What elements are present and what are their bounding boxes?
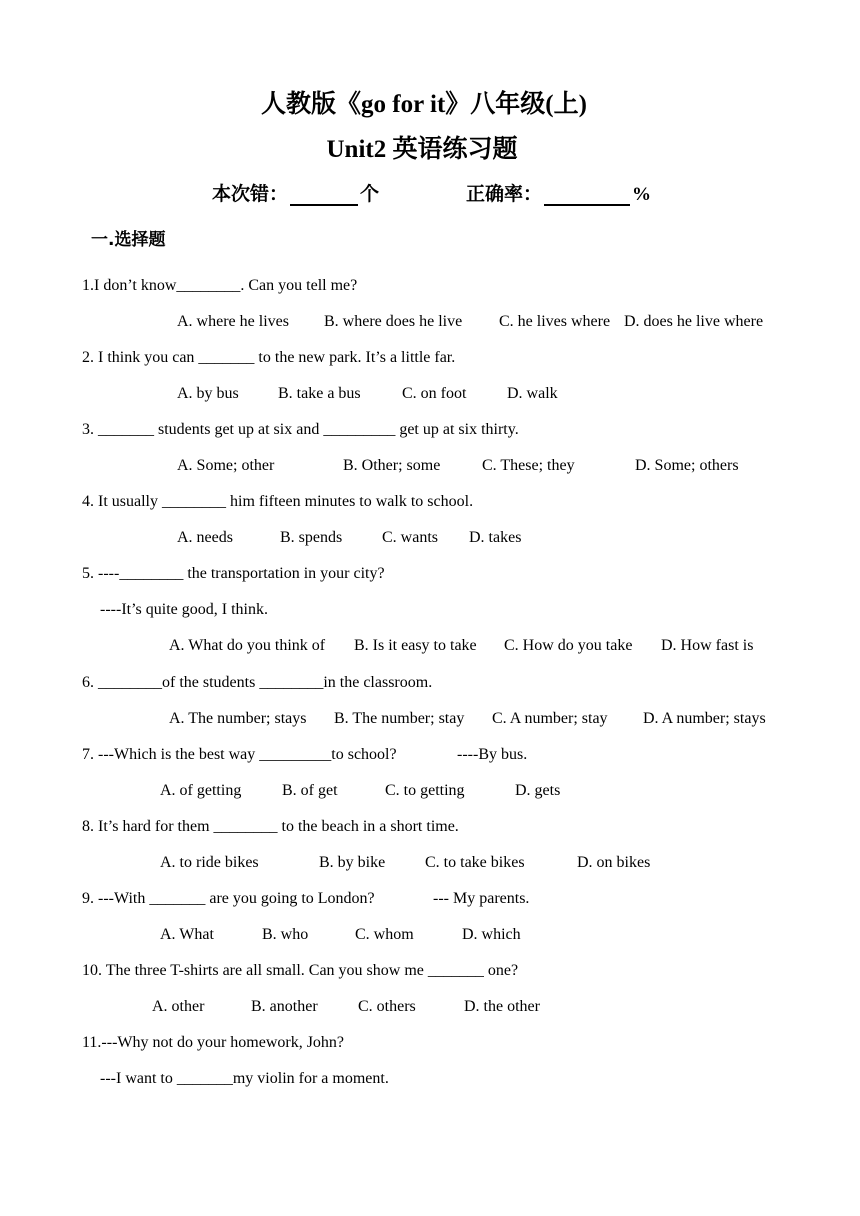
option-c: C. whom	[355, 926, 414, 943]
option-b: B. Is it easy to take	[354, 637, 477, 654]
option-b: B. Other; some	[343, 457, 441, 474]
option-a: A. What do you think of	[169, 637, 326, 654]
option-a: A. What	[160, 926, 214, 943]
option-d: D. does he live where	[624, 313, 764, 330]
errors-blank	[290, 184, 358, 206]
page-title: 人教版《go for it》八年级(上)	[261, 91, 587, 118]
accuracy-label: 正确率：	[466, 184, 543, 205]
question-stem: 9. ---With _______ are you going to London?	[82, 890, 375, 907]
option-b: B. where does he live	[324, 313, 463, 330]
option-d: D. A number; stays	[643, 710, 766, 727]
option-c: C. he lives where	[499, 313, 611, 330]
option-b: B. of get	[282, 782, 338, 799]
option-d: D. which	[462, 926, 521, 943]
question-stem: 10. The three T-shirts are all small. Can you show me _______ one?	[82, 962, 519, 979]
option-c: C. to take bikes	[425, 854, 525, 871]
errors-label: 本次错：	[212, 184, 289, 205]
question-stem: 6. ________of the students ________in the classroom.	[82, 674, 433, 691]
option-c: C. How do you take	[504, 637, 633, 654]
option-a: A. to ride bikes	[160, 854, 259, 871]
option-d: D. on bikes	[577, 854, 651, 871]
accuracy-field	[466, 182, 651, 208]
option-b: B. another	[251, 998, 318, 1015]
question-stem: 11.---Why not do your homework, John?	[82, 1034, 345, 1051]
option-d: D. How fast is	[661, 637, 754, 654]
option-d: D. Some; others	[635, 457, 739, 474]
option-d: D. the other	[464, 998, 540, 1015]
accuracy-blank	[544, 184, 630, 206]
option-c: C. A number; stay	[492, 710, 608, 727]
option-a: A. of getting	[160, 782, 242, 799]
option-b: B. spends	[280, 529, 343, 546]
option-b: B. by bike	[319, 854, 386, 871]
option-b: B. take a bus	[278, 385, 361, 402]
question-stem: 1.I don’t know________. Can you tell me?	[82, 277, 358, 294]
section-title: 一.选择题	[91, 230, 166, 250]
question-stem: 7. ---Which is the best way _________to school?	[82, 746, 397, 763]
errors-field	[212, 182, 379, 208]
errors-unit: 个	[360, 184, 380, 205]
option-d: D. walk	[507, 385, 558, 402]
question-stem: 3. _______ students get up at six and _________ get up at six thirty.	[82, 421, 519, 438]
option-a: A. The number; stays	[169, 710, 307, 727]
question-answer: ----By bus.	[457, 746, 528, 763]
score-line	[0, 182, 860, 210]
option-d: D. gets	[515, 782, 561, 799]
option-c: C. others	[358, 998, 416, 1015]
option-b: B. who	[262, 926, 309, 943]
option-b: B. The number; stay	[334, 710, 465, 727]
option-c: C. These; they	[482, 457, 575, 474]
question-stem: 5. ----________ the transportation in your city?	[82, 565, 385, 582]
question-stem: 8. It’s hard for them ________ to the beach in a short time.	[82, 818, 459, 835]
option-a: A. needs	[177, 529, 233, 546]
option-c: C. wants	[382, 529, 438, 546]
option-c: C. on foot	[402, 385, 467, 402]
option-a: A. other	[152, 998, 205, 1015]
option-a: A. where he lives	[177, 313, 289, 330]
question-reply: ----It’s quite good, I think.	[100, 601, 268, 618]
page-subtitle: Unit2 英语练习题	[326, 136, 518, 163]
option-a: A. Some; other	[177, 457, 275, 474]
option-c: C. to getting	[385, 782, 465, 799]
option-a: A. by bus	[177, 385, 239, 402]
option-d: D. takes	[469, 529, 522, 546]
question-stem: 2. I think you can _______ to the new park. It’s a little far.	[82, 349, 456, 366]
question-answer: --- My parents.	[433, 890, 530, 907]
question-stem: 4. It usually ________ him fifteen minutes to walk to school.	[82, 493, 474, 510]
question-reply: ---I want to _______my violin for a moment.	[100, 1070, 389, 1087]
accuracy-unit: %	[632, 184, 652, 205]
